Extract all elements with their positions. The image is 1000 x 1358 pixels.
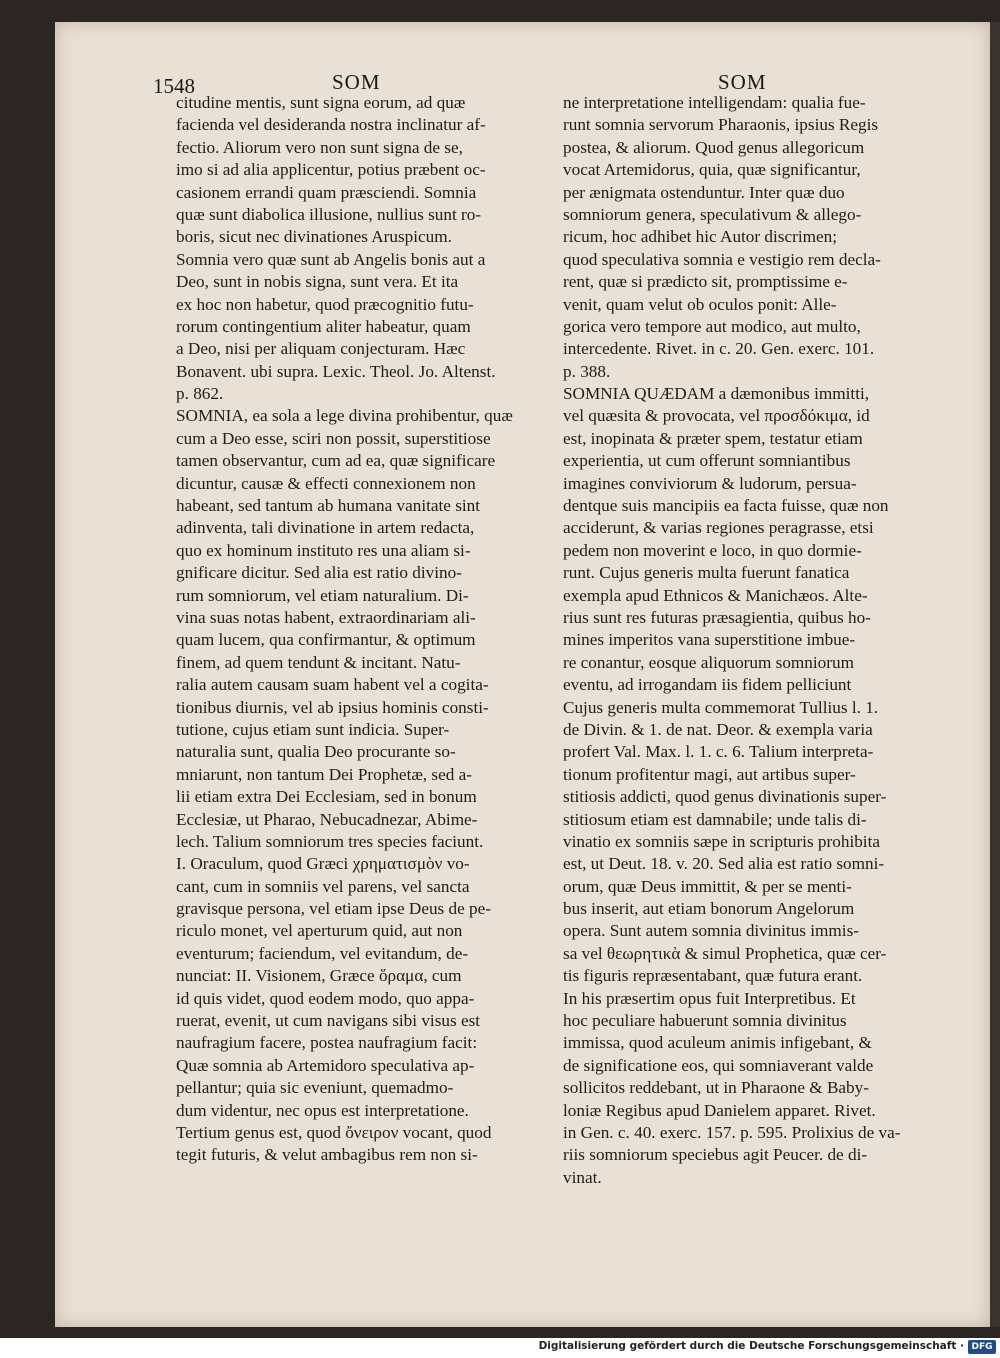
text-line: immissa, quod aculeum animis infigebant, &: [563, 1033, 872, 1053]
text-line: I. Oraculum, quod Græci χρηματισμὸν vo-: [176, 854, 470, 874]
text-line: imagines conviviorum & ludorum, persua-: [563, 473, 857, 493]
text-line: fectio. Aliorum vero non sunt signa de se,: [176, 137, 463, 157]
text-line: rum somniorum, vel etiam naturalium. Di-: [176, 585, 469, 605]
text-line: ricum, hoc adhibet hic Autor discrimen;: [563, 227, 837, 247]
text-line: acciderunt, & varias regiones peragrasse, etsi: [563, 518, 874, 538]
page-number: 1548: [153, 74, 195, 98]
text-line: lech. Talium somniorum tres species faciunt.: [176, 831, 484, 851]
text-line: eventu, ad irrogandam iis fidem pelliciunt: [563, 675, 852, 695]
text-line: p. 388.: [563, 361, 611, 381]
text-line: in Gen. c. 40. exerc. 157. p. 595. Prolixius de va-: [563, 1122, 901, 1142]
text-line: vocat Artemidorus, quia, quæ significantur,: [563, 160, 861, 180]
text-line: stitiosum etiam est damnabile; unde talis di-: [563, 809, 867, 829]
text-line: tegit futuris, & velut ambagibus rem non si-: [176, 1145, 478, 1165]
text-line: imo si ad alia applicentur, potius præbent oc-: [176, 160, 486, 180]
text-line: quo ex hominum instituto res una aliam si-: [176, 540, 471, 560]
text-line: quam lucem, qua confirmantur, & optimum: [176, 630, 476, 650]
text-line: dentque suis mancipiis ea facta fuisse, quæ non: [563, 496, 889, 516]
text-line: hoc peculiare habuerunt somnia divinitus: [563, 1011, 847, 1031]
text-line: ralia autem causam suam habent vel a cogita-: [176, 675, 489, 695]
text-line: pellantur; quia sic eveniunt, quemadmo-: [176, 1078, 454, 1098]
text-line: Tertium genus est, quod ὄνειρον vocant, quod: [176, 1122, 492, 1142]
text-line: runt somnia servorum Pharaonis, ipsius Regis: [563, 115, 879, 135]
text-line: SOMNIA QUÆDAM a dæmonibus immitti,: [563, 384, 870, 404]
text-line: tionum profitentur magi, aut artibus super-: [563, 764, 856, 784]
text-line: Ecclesiæ, ut Pharao, Nebucadnezar, Abime-: [176, 809, 478, 829]
text-line: dum videntur, nec opus est interpretatione.: [176, 1100, 469, 1120]
text-line: ne interpretatione intelligendam: qualia fue-: [563, 93, 866, 112]
text-line: citudine mentis, sunt signa eorum, ad quæ: [176, 93, 466, 112]
text-line: loniæ Regibus apud Danielem apparet. Rivet.: [563, 1100, 876, 1120]
text-line: dicuntur, causæ & effecti connexionem non: [176, 473, 476, 493]
text-line: stitiosis addicti, quod genus divinationis super-: [563, 787, 887, 807]
text-line: bus inserit, aut etiam bonorum Angelorum: [563, 899, 855, 919]
text-line: gorica vero tempore aut modico, aut multo,: [563, 316, 861, 336]
text-line: de significatione eos, qui somniaverant valde: [563, 1055, 874, 1075]
text-line: est, inopinata & præter spem, testatur etiam: [563, 428, 863, 448]
text-line: pedem non moverint e loco, in quo dormie-: [563, 540, 862, 560]
text-line: finem, ad quem tendunt & incitant. Natu-: [176, 652, 461, 672]
text-line: Bonavent. ubi supra. Lexic. Theol. Jo. Altenst.: [176, 361, 496, 381]
text-line: p. 862.: [176, 384, 224, 404]
text-line: lii etiam extra Dei Ecclesiam, sed in bonum: [176, 787, 477, 807]
right-text-column: [563, 92, 933, 1189]
text-line: ex hoc non habetur, quod præcognitio futu-: [176, 294, 474, 314]
page-edge: [990, 22, 1000, 1327]
text-line: ruerat, evenit, ut cum navigans sibi visus est: [176, 1011, 481, 1031]
text-line: tionibus diurnis, vel ab ipsius hominis consti-: [176, 697, 489, 717]
text-line: tamen observantur, cum ad ea, quæ significare: [176, 451, 496, 471]
text-line: habeant, sed tantum ab humana vanitate sint: [176, 496, 481, 516]
text-line: re conantur, eosque aliquorum somniorum: [563, 652, 854, 672]
text-line: Cujus generis multa commemorat Tullius l. 1.: [563, 697, 879, 717]
text-line: riculo monet, vel aperturum quid, aut non: [176, 921, 463, 941]
text-line: vinat.: [563, 1167, 602, 1187]
text-line: Deo, sunt in nobis signa, sunt vera. Et ita: [176, 272, 459, 292]
text-line: exempla apud Ethnicos & Manichæos. Alte-: [563, 585, 868, 605]
text-line: tutione, cujus etiam sunt indicia. Super-: [176, 719, 450, 739]
text-line: intercedente. Rivet. in c. 20. Gen. exerc. 101.: [563, 339, 875, 359]
text-line: naufragium facere, postea naufragium facit:: [176, 1033, 478, 1053]
text-line: adinventa, tali divinatione in artem redacta,: [176, 518, 475, 538]
text-line: Somnia vero quæ sunt ab Angelis bonis aut a: [176, 249, 486, 269]
text-line: vinatio ex somniis sæpe in scripturis prohibita: [563, 831, 880, 851]
dfg-logo: DFG: [968, 1340, 996, 1354]
text-line: sollicitos reddebant, ut in Pharaone & Baby-: [563, 1078, 869, 1098]
text-line: rent, quæ si prædicto sit, promptissime e-: [563, 272, 848, 292]
text-line: opera. Sunt autem somnia divinitus immis-: [563, 921, 859, 941]
text-line: riis somniorum speciebus agit Peucer. de di-: [563, 1145, 868, 1165]
text-line: postea, & aliorum. Quod genus allegoricum: [563, 137, 865, 157]
text-line: vina suas notas habent, extraordinariam ali-: [176, 607, 476, 627]
text-line: runt. Cujus generis multa fuerunt fanatica: [563, 563, 850, 583]
text-line: gnificare dicitur. Sed alia est ratio divino-: [176, 563, 462, 583]
text-line: per ænigmata ostenduntur. Inter quæ duo: [563, 182, 845, 202]
text-line: est, ut Deut. 18. v. 20. Sed alia est ratio somni-: [563, 854, 885, 874]
text-line: venit, quam velut ob oculos ponit: Alle-: [563, 294, 837, 314]
text-line: orum, quæ Deus immittit, & per se menti-: [563, 876, 852, 896]
left-text-column: [176, 92, 548, 1167]
text-line: mniarunt, non tantum Dei Prophetæ, sed a-: [176, 764, 472, 784]
footer-bar: [0, 1338, 1000, 1358]
text-line: In his præsertim opus fuit Interpretibus. Et: [563, 988, 856, 1008]
text-line: mines imperitos vana superstitione imbue-: [563, 630, 856, 650]
text-line: eventurum; faciendum, vel evitandum, de-: [176, 943, 469, 963]
text-line: cum a Deo esse, sciri non possit, superstitiose: [176, 428, 491, 448]
running-head-right: SOM: [718, 70, 767, 94]
text-line: quod speculativa somnia e vestigio rem decla-: [563, 249, 881, 269]
text-line: vel quæsita & provocata, vel προσδόκιμα, id: [563, 406, 870, 426]
text-line: a Deo, nisi per aliquam conjecturam. Hæc: [176, 339, 466, 359]
text-line: id quis videt, quod eodem modo, quo appa-: [176, 988, 475, 1008]
text-line: naturalia sunt, qualia Deo procurante so-: [176, 742, 456, 762]
text-line: profert Val. Max. l. 1. c. 6. Talium interpreta-: [563, 742, 874, 762]
text-line: somniorum genera, speculativum & allego-: [563, 204, 862, 224]
text-line: casionem errandi quam præsciendi. Somnia: [176, 182, 477, 202]
text-line: facienda vel desideranda nostra inclinatur af-: [176, 115, 486, 135]
text-line: quæ sunt diabolica illusione, nullius sunt ro-: [176, 204, 482, 224]
text-line: rorum contingentium aliter habeatur, quam: [176, 316, 471, 336]
text-line: boris, sicut nec divinationes Aruspicum.: [176, 227, 452, 247]
text-line: tis figuris repræsentabant, quæ futura erant.: [563, 966, 863, 986]
running-head-left: SOM: [332, 70, 381, 94]
text-line: rius sunt res futuras præsagientia, quibus ho-: [563, 607, 871, 627]
text-line: de Divin. & 1. de nat. Deor. & exempla varia: [563, 719, 873, 739]
text-line: Quæ somnia ab Artemidoro speculativa ap-: [176, 1055, 475, 1075]
text-line: SOMNIA, ea sola a lege divina prohibentur, quæ: [176, 406, 513, 426]
text-line: experientia, ut cum offerunt somniantibus: [563, 451, 851, 471]
text-line: gravisque persona, vel etiam ipse Deus de pe-: [176, 899, 491, 919]
text-line: nunciat: II. Visionem, Græce ὅραμα, cum: [176, 966, 462, 986]
text-line: cant, cum in somniis vel parens, vel sancta: [176, 876, 470, 896]
text-line: sa vel θεωρητικὰ & simul Prophetica, quæ cer-: [563, 943, 887, 963]
funding-notice: Digitalisierung gefördert durch die Deutsche Forschungsgemeinschaft ·: [538, 1340, 964, 1352]
